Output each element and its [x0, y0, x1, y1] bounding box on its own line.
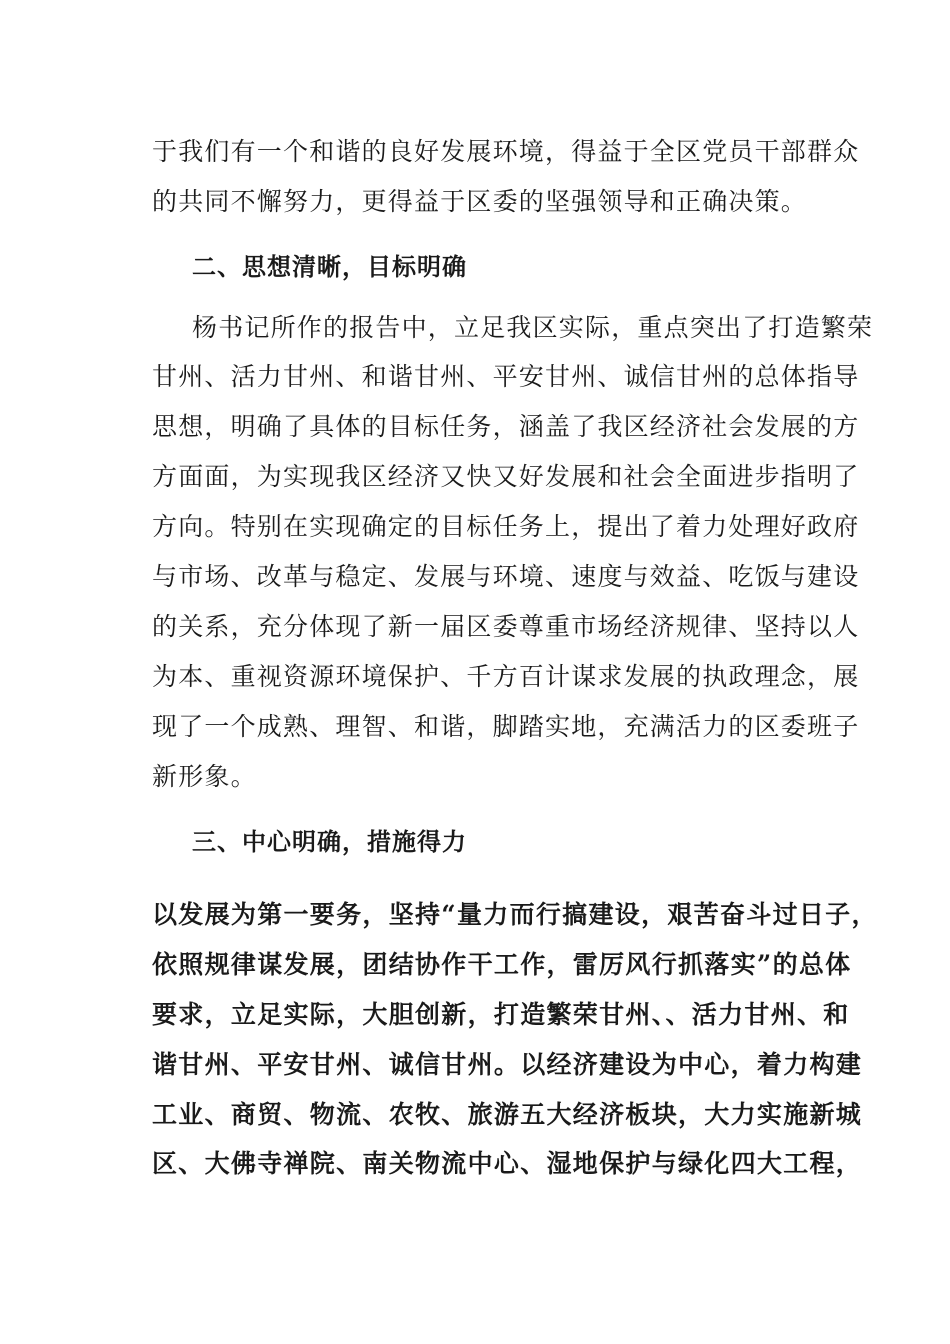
paragraph-line: 的共同不懈努力，更得益于区委的坚强领导和正确决策。: [152, 187, 808, 216]
paragraph-line: 依照规律谋发展，团结协作干工作，雷厉风行抓落实”的总体: [152, 950, 852, 979]
paragraph-line: 甘州、活力甘州、和谐甘州、平安甘州、诚信甘州的总体指导: [152, 362, 860, 391]
paragraph-line: 方面面，为实现我区经济又快又好发展和社会全面进步指明了: [152, 462, 860, 491]
paragraph-line: 方向。特别在实现确定的目标任务上，提出了着力处理好政府: [152, 512, 860, 541]
paragraph-line: 的关系，充分体现了新一届区委尊重市场经济规律、坚持以人: [152, 612, 860, 641]
paragraph-line: 思想，明确了具体的目标任务，涵盖了我区经济社会发展的方: [152, 412, 860, 441]
section-3-heading: 三、中心明确，措施得力: [192, 827, 467, 856]
section-2-heading: 二、思想清晰，目标明确: [192, 252, 467, 281]
paragraph-line: 区、大佛寺禅院、南关物流中心、湿地保护与绿化四大工程，: [152, 1149, 863, 1178]
paragraph-line: 谐甘州、平安甘州、诚信甘州。以经济建设为中心，着力构建: [152, 1050, 863, 1079]
paragraph-line: 杨书记所作的报告中，立足我区实际，重点突出了打造繁荣: [192, 313, 874, 342]
paragraph-line: 以发展为第一要务，坚持“量力而行搞建设，艰苦奋斗过日子，: [152, 900, 878, 929]
paragraph-line: 新形象。: [152, 762, 257, 791]
paragraph-line: 工业、商贸、物流、农牧、旅游五大经济板块，大力实施新城: [152, 1100, 863, 1129]
paragraph-line: 与市场、改革与稳定、发展与环境、速度与效益、吃饭与建设: [152, 562, 860, 591]
paragraph-line: 为本、重视资源环境保护、千方百计谋求发展的执政理念，展: [152, 662, 860, 691]
paragraph-line: 于我们有一个和谐的良好发展环境，得益于全区党员干部群众: [152, 137, 860, 166]
paragraph-line: 现了一个成熟、理智、和谐，脚踏实地，充满活力的区委班子: [152, 712, 860, 741]
paragraph-line: 要求，立足实际，大胆创新，打造繁荣甘州、、活力甘州、和: [152, 1000, 850, 1029]
